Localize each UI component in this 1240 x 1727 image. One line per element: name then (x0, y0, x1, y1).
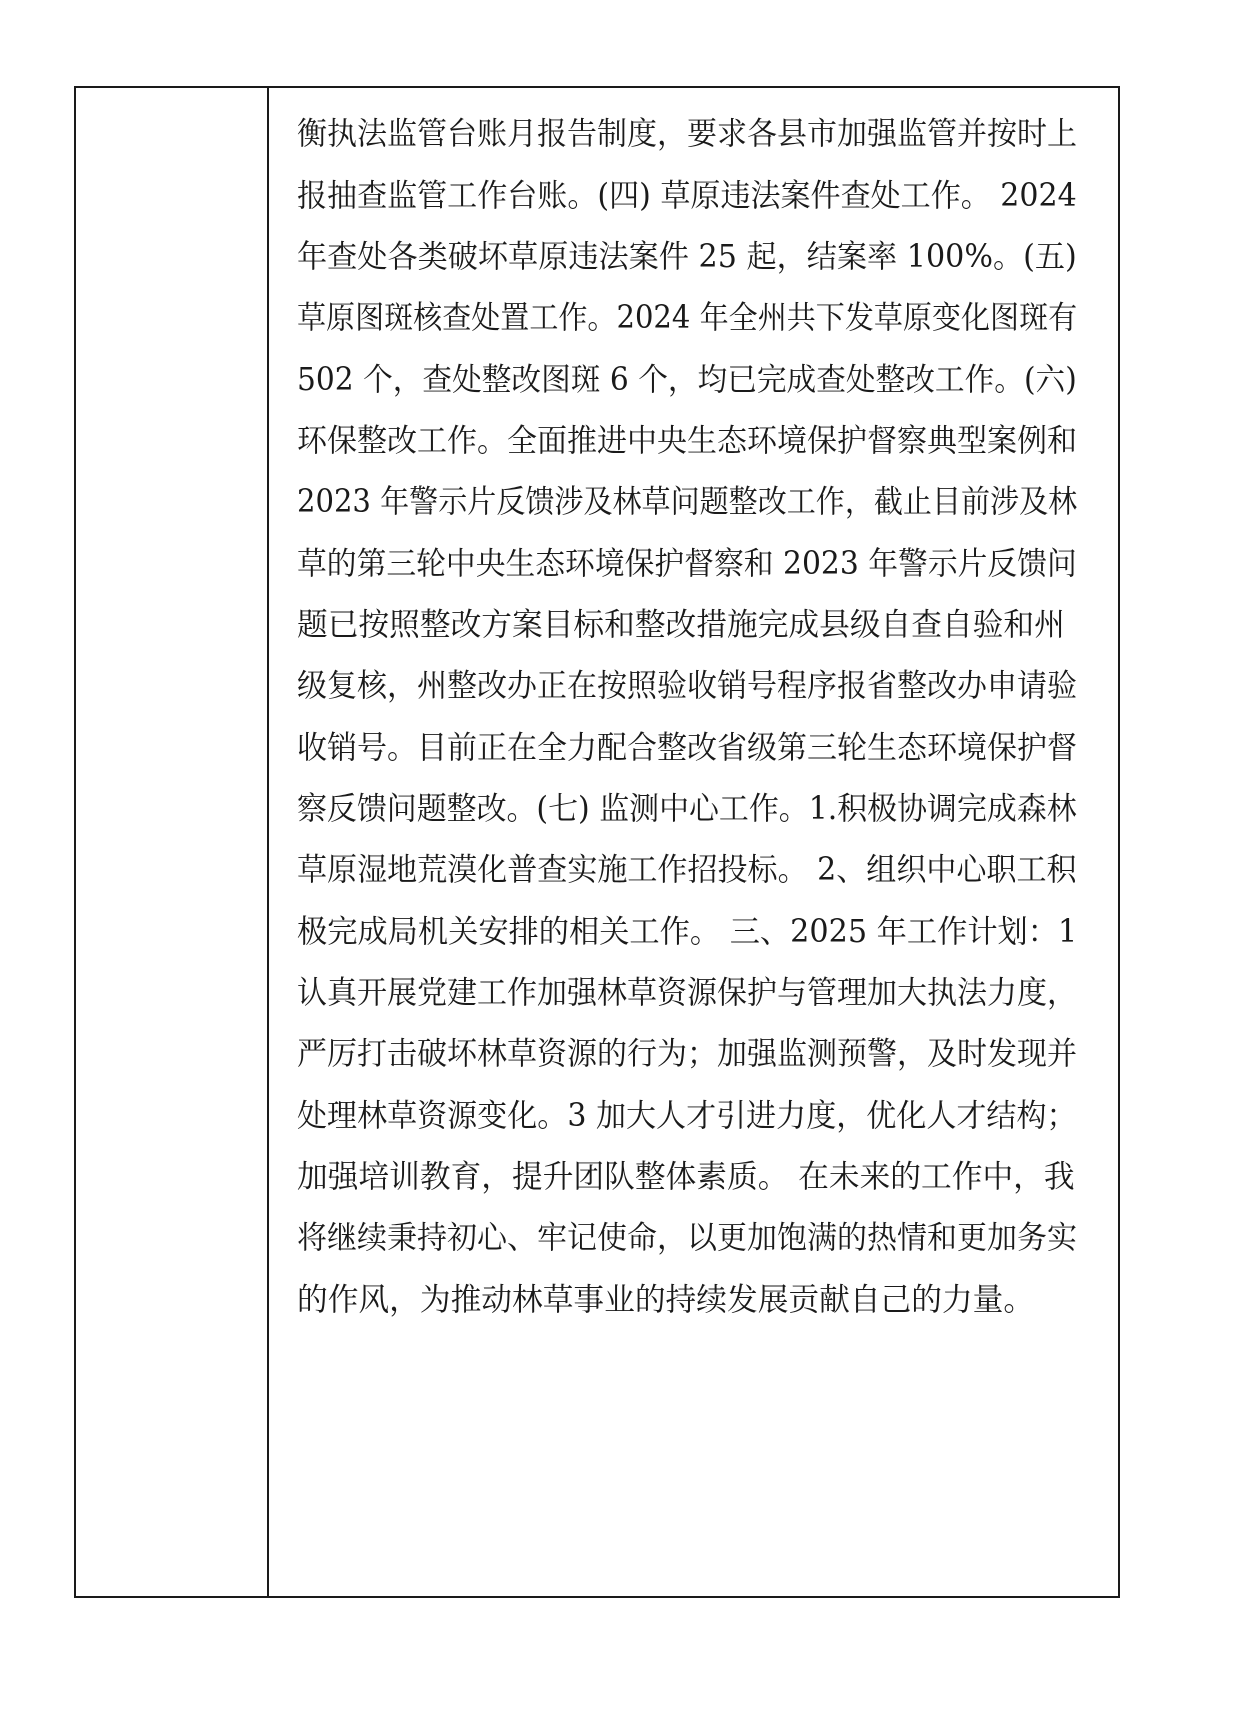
text-line: 环保整改工作。全面推进中央生态环境保护督察典型案例和 (297, 423, 1078, 459)
text-line: 年查处各类破坏草原违法案件 25 起，结案率 100%。(五) (297, 239, 1077, 275)
text-line: 认真开展党建工作加强林草资源保护与管理加大执法力度， (297, 975, 1078, 1011)
text-line: 级复核，州整改办正在按照验收销号程序报省整改办申请验 (297, 668, 1078, 704)
text-line: 草的第三轮中央生态环境保护督察和 2023 年警示片反馈问 (297, 546, 1077, 582)
text-line: 严厉打击破坏林草资源的行为；加强监测预警，及时发现并 (297, 1036, 1078, 1072)
table-label-cell (76, 88, 269, 1596)
text-line: 报抽查监管工作台账。(四) 草原违法案件查处工作。 2024 (297, 178, 1077, 214)
text-line: 题已按照整改方案目标和整改措施完成县级自查自验和州 (297, 607, 1065, 643)
text-line: 502 个，查处整改图斑 6 个，均已完成查处整改工作。(六) (297, 362, 1077, 398)
table-content-cell (269, 88, 1118, 1596)
text-line: 2023 年警示片反馈涉及林草问题整改工作，截止目前涉及林 (297, 484, 1078, 520)
document-table (74, 86, 1120, 1598)
text-line: 察反馈问题整改。(七) 监测中心工作。1.积极协调完成森林 (297, 791, 1077, 827)
text-line: 衡执法监管台账月报告制度，要求各县市加强监管并按时上 (297, 116, 1078, 152)
text-line: 加强培训教育，提升团队整体素质。 在未来的工作中，我 (297, 1159, 1075, 1195)
text-line: 极完成局机关安排的相关工作。 三、2025 年工作计划：1 (297, 914, 1078, 950)
text-line: 收销号。目前正在全力配合整改省级第三轮生态环境保护督 (297, 730, 1078, 766)
text-line: 处理林草资源变化。3 加大人才引进力度，优化人才结构； (297, 1098, 1077, 1134)
text-line: 草原湿地荒漠化普查实施工作招投标。 2、组织中心职工积 (297, 852, 1077, 888)
text-line: 草原图斑核查处置工作。2024 年全州共下发草原变化图斑有 (297, 300, 1078, 336)
text-line: 将继续秉持初心、牢记使命，以更加饱满的热情和更加务实 (297, 1220, 1078, 1256)
text-line: 的作风，为推动林草事业的持续发展贡献自己的力量。 (297, 1282, 1035, 1318)
